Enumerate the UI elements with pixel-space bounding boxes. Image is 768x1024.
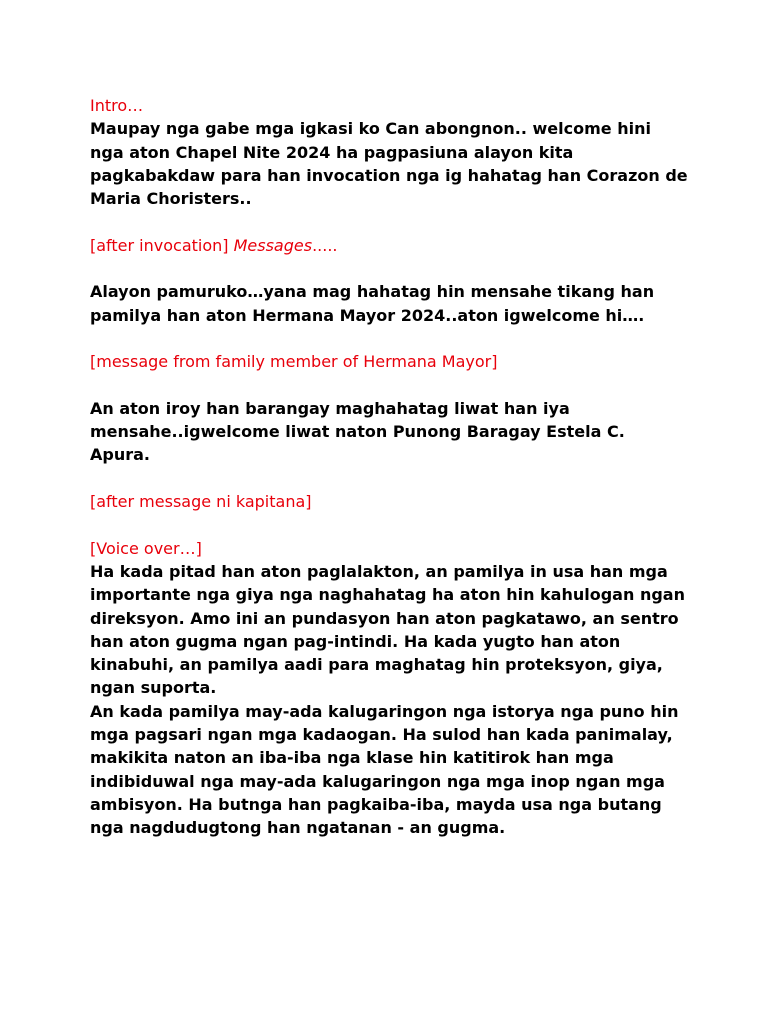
voiceover-paragraph-1: Ha kada pitad han aton paglalakton, an pamilya in usa han mga importante nga giya nga naghahatag ha aton hin kahulogan ngan direksyon. Amo ini an pundasyon han aton pagkatawo, an sentro han aton gugma ngan pag-intindi. Ha kada yugto han aton kinabuhi, an pamilya aadi para maghatag hin proteksyon, giya, ngan suporta. [90,561,685,698]
invocation-cue [90,234,690,257]
intro-cue: Intro… [90,96,144,115]
spacer [90,374,690,397]
spacer [90,327,690,350]
invocation-cue-italic: Messages [233,235,313,255]
invocation-cue-prefix: [after invocation] [90,235,234,255]
voiceover-paragraph-2: An kada pamilya may-ada kalugaringon nga istorya nga puno hin mga pagsari ngan mga kadaogan. Ha sulod han kada panimalay, makikita naton an iba-iba nga klase hin katitirok han mga indibiduwal nga may-ada kalugaringon nga mga inop ngan mga ambisyon. Ha butnga han pagkaiba-iba, mayda usa nga butang nga nagdudugtong han ngatanan - an gugma. [90,701,679,838]
voiceover-cue: [Voice over…] [90,538,202,558]
intro-paragraph: Maupay nga gabe mga igkasi ko Can abongnon.. welcome hini nga aton Chapel Nite 2024 ha pagpasiuna alayon kita pagkabakdaw para han invocation nga ig hahatag han Corazon de Maria Choristers.. [90,119,688,209]
spacer [90,210,690,233]
invocation-cue-suffix: ..... [312,235,338,255]
document-page [90,94,690,840]
messages-paragraph: Alayon pamuruko…yana mag hahatag hin mensahe tikang han pamilya han aton Hermana Mayor 2024..aton igwelcome hi…. [90,282,655,325]
barangay-paragraph: An aton iroy han barangay maghahatag liwat han iya mensahe..igwelcome liwat naton Punong Baragay Estela C. Apura. [90,398,625,465]
kapitana-cue: [after message ni kapitana] [90,492,312,512]
spacer [90,257,690,280]
spacer [90,467,690,490]
family-message-cue: [message from family member of Hermana Mayor] [90,352,498,372]
spacer [90,513,690,536]
